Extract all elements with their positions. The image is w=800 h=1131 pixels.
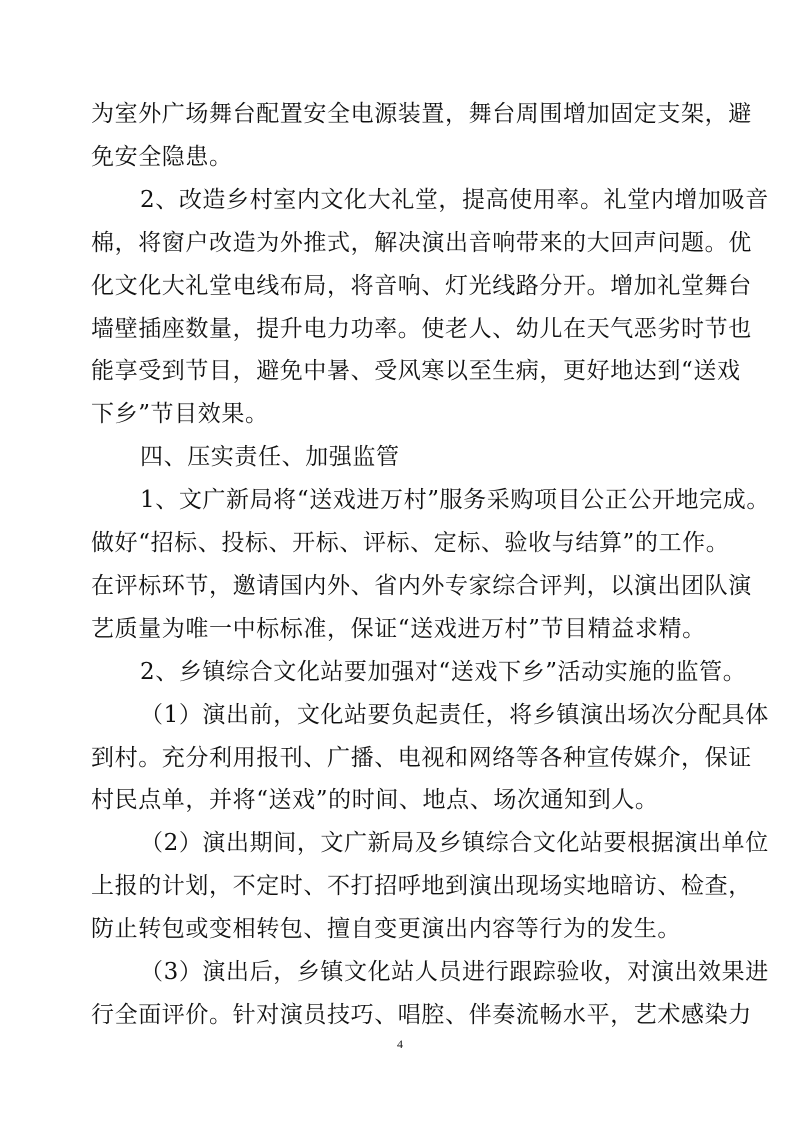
text-line: （3）演出后，乡镇文化站人员进行跟踪验收，对演出效果进	[140, 959, 769, 985]
text-line: 棉，将窗户改造为外推式，解决演出音响带来的大回声问题。优	[91, 230, 752, 256]
text-line: 能享受到节目，避免中暑、受风寒以至生病，更好地达到“送戏	[91, 358, 741, 384]
text-line: 化文化大礼堂电线布局，将音响、灯光线路分开。增加礼堂舞台	[91, 273, 752, 299]
text-line: 2、改造乡村室内文化大礼堂，提高使用率。礼堂内增加吸音	[140, 187, 769, 213]
text-line: 艺质量为唯一中标标准，保证“送戏进万村”节目精益求精。	[91, 616, 706, 642]
text-line: 到村。充分利用报刊、广播、电视和网络等各种宣传媒介，保证	[91, 745, 752, 771]
text-line: 为室外广场舞台配置安全电源装置，舞台周围增加固定支架，避	[91, 101, 752, 127]
text-line: 1、文广新局将“送戏进万村”服务采购项目公正公开地完成。	[140, 487, 770, 513]
text-line: 上报的计划，不定时、不打招呼地到演出现场实地暗访、检查，	[91, 873, 752, 899]
text-line: 行全面评价。针对演员技巧、唱腔、伴奏流畅水平，艺术感染力	[91, 1002, 752, 1028]
text-line: （2）演出期间，文广新局及乡镇综合文化站要根据演出单位	[140, 830, 769, 856]
page-number: 4	[397, 1037, 403, 1051]
text-line: （1）演出前，文化站要负起责任，将乡镇演出场次分配具体	[140, 702, 769, 728]
text-line: 免安全隐患。	[91, 144, 233, 170]
text-line: 在评标环节，邀请国内外、省内外专家综合评判，以演出团队演	[91, 573, 752, 599]
text-line: 村民点单，并将“送戏”的时间、地点、场次通知到人。	[91, 787, 659, 813]
text-line: 做好“招标、投标、开标、评标、定标、验收与结算”的工作。	[91, 530, 730, 556]
text-line: 下乡”节目效果。	[91, 401, 269, 427]
section-heading: 四、压实责任、加强监管	[140, 444, 400, 470]
text-line: 2、乡镇综合文化站要加强对“送戏下乡”活动实施的监管。	[140, 659, 747, 685]
text-line: 墙壁插座数量，提升电力功率。使老人、幼儿在天气恶劣时节也	[91, 316, 752, 342]
text-line: 防止转包或变相转包、擅自变更演出内容等行为的发生。	[91, 916, 681, 942]
